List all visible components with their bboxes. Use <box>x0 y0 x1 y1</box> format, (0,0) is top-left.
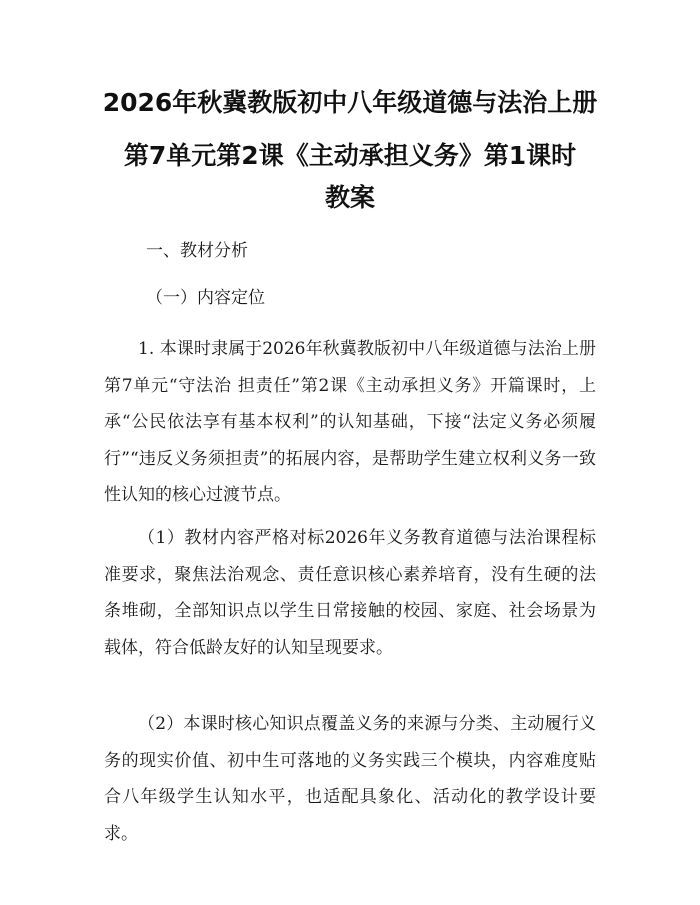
paragraph-1: 1. 本课时隶属于2026年秋冀教版初中八年级道德与法治上册第7单元“守法治 担责任”第2课《主动承担义务》开篇课时，上承“公民依法享有基本权利”的认知基础，下接“法定义务必须履行”“违反义务须担责”的拓展内容，是帮助学生建立权利义务一致性认知的核心过渡节点。 <box>104 339 596 505</box>
document-title-line-2: 第7单元第2课《主动承担义务》第1课时 <box>123 141 577 170</box>
paragraph-3: （2）本课时核心知识点覆盖义务的来源与分类、主动履行义务的现实价值、初中生可落地的义务实践三个模块，内容难度贴合八年级学生认知水平，也适配具象化、活动化的教学设计要求。 <box>104 714 596 844</box>
document-title-line-1: 2026年秋冀教版初中八年级道德与法治上册 <box>102 88 598 117</box>
subsection-heading: （一）内容定位 <box>146 288 265 308</box>
section-heading: 一、教材分析 <box>146 241 248 261</box>
paragraph-2: （1）教材内容严格对标2026年义务教育道德与法治课程标准要求，聚焦法治观念、责任意识核心素养培育，没有生硬的法条堆砌，全部知识点以学生日常接触的校园、家庭、社会场景为载体，符合低龄友好的认知呈现要求。 <box>104 528 596 658</box>
document-title-line-3: 教案 <box>324 183 375 212</box>
